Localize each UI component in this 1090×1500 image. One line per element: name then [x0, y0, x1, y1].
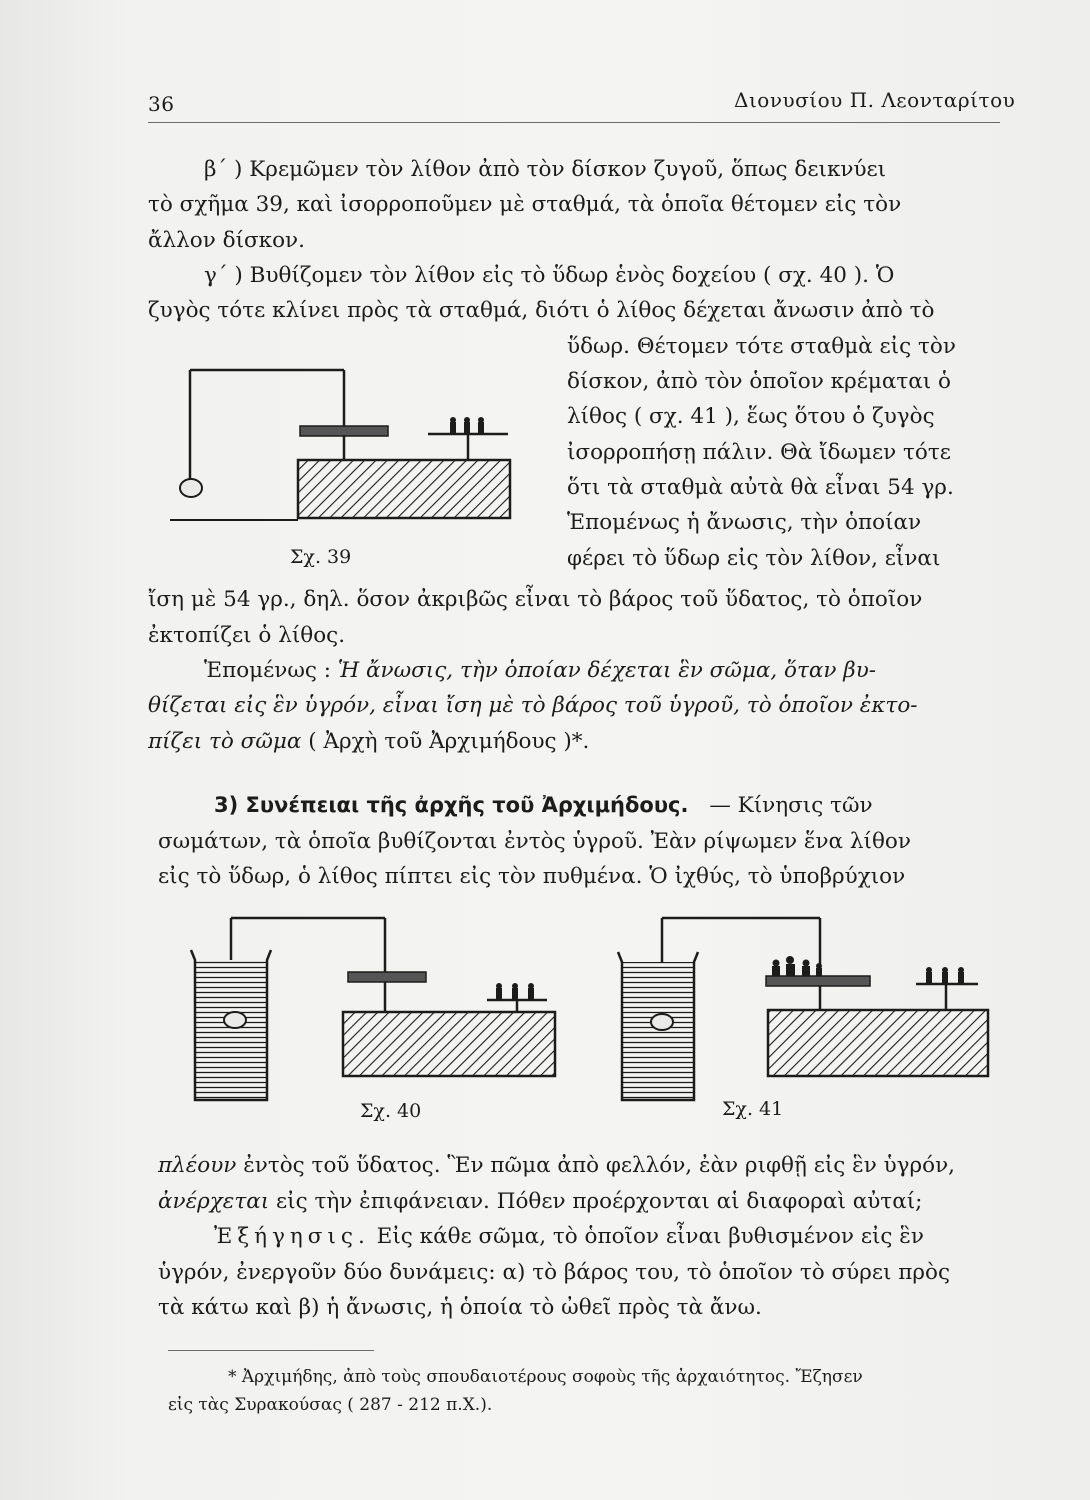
fig41-stone: [651, 1014, 673, 1030]
body-line-14: ἐκτοπίζει ὁ λίθος.: [148, 623, 346, 648]
body-line-4: γ΄ ) Βυθίζομεν τὸν λίθον εἰς τὸ ὕδωρ ἑνὸς δοχείου ( σχ. 40 ). Ὁ: [204, 263, 895, 288]
line-17-italic: πίζει τὸ σῶμα: [148, 729, 302, 754]
fig41-water: [622, 962, 694, 1100]
section-heading: 3) Συνέπειαι τῆς ἀρχῆς τοῦ Ἀρχιμήδους.: [214, 793, 689, 817]
body-line-2: τὸ σχῆμα 39, καὶ ἰσορροποῦμεν μὲ σταθμά, τὰ ὁποῖα θέτομεν εἰς τὸν: [148, 192, 902, 217]
body-line-13: ἴση μὲ 54 γρ., δηλ. ὅσον ἀκριβῶς εἶναι τὸ βάρος τοῦ ὕδατος, τὸ ὁποῖον: [148, 587, 923, 612]
header-rule: [148, 122, 1000, 123]
fig39-pan-left: [300, 426, 388, 436]
fig39-caption: Σχ. 39: [290, 546, 352, 568]
wrap-line-3: λίθος ( σχ. 41 ), ἕως ὅτου ὁ ζυγὸς: [567, 404, 935, 429]
line-17-rest: ( Ἀρχὴ τοῦ Ἀρχιμήδους )*.: [308, 729, 590, 754]
section-heading-rest: — Κίνησις τῶν: [709, 793, 873, 818]
section-heading-line: [214, 790, 873, 821]
wrap-line-4: ἰσορροπήσῃ πάλιν. Θὰ ἴδωμεν τότε: [567, 440, 951, 465]
fig40-water: [195, 960, 267, 1100]
body-line-25: τὰ κάτω καὶ β) ἡ ἄνωσις, ἡ ὁποία τὸ ὠθεῖ πρὸς τὰ ἄνω.: [158, 1295, 762, 1320]
body-line-23: [214, 1221, 924, 1252]
line-22-italic: ἀνέρχεται: [158, 1189, 270, 1214]
footnote-rule: [168, 1350, 374, 1351]
fig39-weights: [450, 417, 484, 434]
line-21-rest: ἐντὸς τοῦ ὕδατος. Ἓν πῶμα ἀπὸ φελλόν, ἐὰν ριφθῇ εἰς ἓν ὑγρόν,: [243, 1153, 956, 1178]
line-22-rest: εἰς τὴν ἐπιφάνειαν. Πόθεν προέρχονται αἱ διαφοραὶ αὐταί;: [276, 1189, 923, 1214]
fig41-weights: [926, 967, 964, 984]
body-line-17: [148, 726, 589, 757]
body-line-24: ὑγρόν, ἐνεργοῦν δύο δυνάμεις: α) τὸ βάρος του, τὸ ὁποῖον τὸ σύρει πρὸς: [158, 1260, 951, 1285]
running-title: Διονυσίου Π. Λεονταρίτου: [734, 88, 1016, 112]
fig41-extra-weights: [772, 956, 822, 976]
wrap-line-5: ὅτι τὰ σταθμὰ αὐτὰ θὰ εἶναι 54 γρ.: [567, 475, 954, 500]
body-line-22: [158, 1186, 922, 1217]
footnote-line-1: * Ἀρχιμήδης, ἀπὸ τοὺς σπουδαιοτέρους σοφοὺς τῆς ἀρχαιότητος. Ἔζησεν: [228, 1367, 863, 1387]
line-23-rest: Εἰς κάθε σῶμα, τὸ ὁποῖον εἶναι βυθισμένον εἰς ἓν: [376, 1224, 924, 1249]
body-line-3: ἄλλον δίσκον.: [148, 228, 305, 253]
page-number: 36: [148, 92, 175, 116]
body-line-19: σωμάτων, τὰ ὁποῖα βυθίζονται ἐντὸς ὑγροῦ. Ἐὰν ρίψωμεν ἕνα λίθον: [158, 829, 911, 854]
figure-41-balance: [610, 910, 1010, 1110]
fig40-stand: [343, 1012, 555, 1076]
line-21-italic: πλέουν: [158, 1153, 237, 1178]
wrap-line-1: ὕδωρ. Θέτομεν τότε σταθμὰ εἰς τὸν: [567, 334, 956, 359]
fig39-stand: [298, 460, 510, 518]
fig39-stone: [180, 479, 202, 497]
wrap-line-2: δίσκον, ἀπὸ τὸν ὁποῖον κρέμαται ὁ: [567, 369, 951, 394]
wrap-line-6: Ἑπομένως ἡ ἄνωσις, τὴν ὁποίαν: [567, 510, 922, 535]
body-line-15: [204, 655, 876, 686]
fig40-caption: Σχ. 40: [360, 1100, 422, 1122]
body-line-5: ζυγὸς τότε κλίνει πρὸς τὰ σταθμά, διότι ὁ λίθος δέχεται ἄνωσιν ἀπὸ τὸ: [148, 298, 935, 323]
body-line-20: εἰς τὸ ὕδωρ, ὁ λίθος πίπτει εἰς τὸν πυθμένα. Ὁ ἰχθύς, τὸ ὑποβρύχιον: [158, 864, 906, 889]
fig40-pan-left: [348, 972, 426, 982]
body-line-21: [158, 1150, 955, 1181]
line-15-italic: Ἡ ἄνωσις, τὴν ὁποίαν δέχεται ἓν σῶμα, ὅταν βυ-: [337, 658, 877, 683]
figure-39-balance: [170, 360, 550, 540]
body-line-1: β΄ ) Κρεμῶμεν τὸν λίθον ἀπὸ τὸν δίσκον ζυγοῦ, ὅπως δεικνύει: [204, 157, 887, 182]
line-15-lead: Ἑπομένως :: [204, 658, 331, 683]
explanation-label: Ἐξήγησις.: [214, 1224, 370, 1249]
fig40-weights: [496, 983, 534, 1000]
fig41-stand: [768, 1010, 988, 1076]
figure-40-balance: [185, 910, 565, 1110]
fig41-pan-left: [766, 976, 870, 986]
fig40-stone: [224, 1012, 246, 1028]
wrap-line-7: φέρει τὸ ὕδωρ εἰς τὸν λίθον, εἶναι: [567, 546, 941, 571]
fig41-caption: Σχ. 41: [722, 1098, 784, 1120]
body-line-16: θίζεται εἰς ἓν ὑγρόν, εἶναι ἴση μὲ τὸ βάρος τοῦ ὑγροῦ, τὸ ὁποῖον ἐκτο-: [148, 693, 918, 718]
footnote-line-2: εἰς τὰς Συρακούσας ( 287 - 212 π.Χ.).: [168, 1395, 493, 1415]
